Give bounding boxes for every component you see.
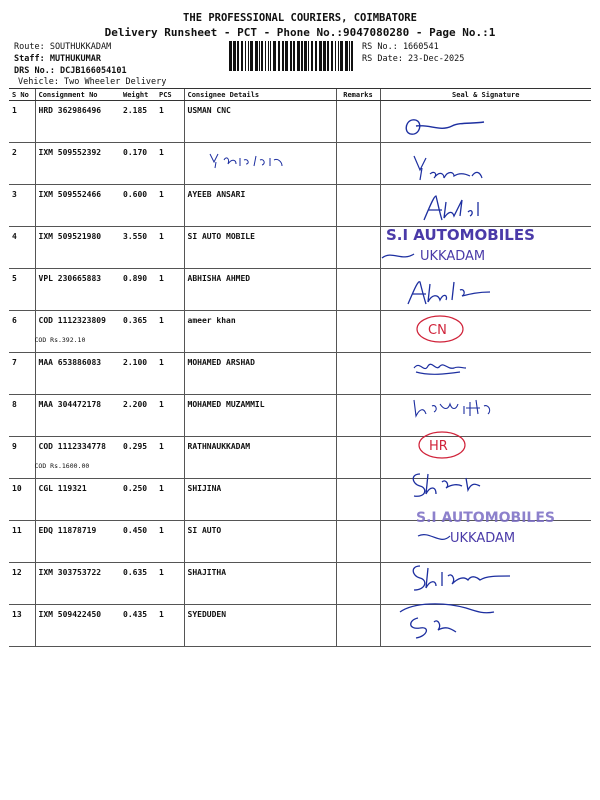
cell-remarks [336, 521, 380, 563]
cell-remarks [336, 227, 380, 269]
cell-consignee-text: SYEDUDEN [187, 610, 227, 619]
cell-consignee [184, 185, 336, 227]
cell-sno-text: 7 [12, 358, 17, 367]
cell-pcs-text: 1 [159, 400, 164, 409]
cell-sno [9, 227, 35, 269]
cell-pcs-text: 1 [159, 148, 164, 157]
cell-pcs-text: 1 [159, 526, 164, 535]
signature-row-8 [410, 392, 500, 422]
cell-consignee [184, 353, 336, 395]
cell-pcs-text: 1 [159, 232, 164, 241]
cell-consignment-no [35, 395, 120, 437]
cell-weight [120, 185, 156, 227]
cell-pcs-text: 1 [159, 610, 164, 619]
cell-remarks [336, 563, 380, 605]
cell-pcs [156, 269, 184, 311]
cell-sno-text: 9 [12, 442, 17, 451]
cell-consignee-text: SHAJITHA [187, 568, 227, 577]
cell-sno [9, 101, 35, 143]
stamp-row-4 [378, 224, 548, 268]
cell-consignment-no-text: IXM 509552466 [38, 190, 102, 199]
cell-pcs-text: 1 [159, 442, 164, 451]
cell-weight-text: 2.185 [123, 106, 148, 115]
stamp-row-11 [410, 506, 570, 550]
cell-pcs [156, 311, 184, 353]
cell-pcs-text: 1 [159, 316, 164, 325]
cell-pcs [156, 437, 184, 479]
cell-sno [9, 311, 35, 353]
cell-remarks [336, 101, 380, 143]
signature-row-2 [410, 152, 490, 186]
cell-consignee-text: ABHISHA AHMED [187, 274, 251, 283]
table-header-row [9, 89, 591, 101]
table-row [9, 143, 591, 185]
cell-remarks [336, 437, 380, 479]
cell-consignee [184, 269, 336, 311]
cell-consignment-no-text: IXM 303753722 [38, 568, 102, 577]
cell-consignee [184, 311, 336, 353]
cell-weight-text: 0.365 [123, 316, 148, 325]
cell-sno-text: 11 [12, 526, 22, 535]
cell-weight [120, 437, 156, 479]
cell-sno-text: 2 [12, 148, 17, 157]
cell-pcs [156, 101, 184, 143]
cell-pcs [156, 521, 184, 563]
cell-consignee [184, 227, 336, 269]
cell-sno [9, 437, 35, 479]
stamp-row-6-initials: CN [428, 323, 447, 338]
cell-remarks [336, 143, 380, 185]
cell-pcs-text: 1 [159, 106, 164, 115]
cell-sno [9, 605, 35, 647]
cell-consignment-no-text: CGL 119321 [38, 484, 87, 493]
runsheet-title: Delivery Runsheet - PCT - Phone No.:9047080280 - Page No.:1 [104, 26, 496, 39]
cell-consignee [184, 395, 336, 437]
barcode-image [229, 41, 356, 71]
drs-number: DRS No.: DCJB166054101 [14, 66, 127, 76]
cell-remarks [336, 269, 380, 311]
cell-sno-text: 13 [12, 610, 22, 619]
cell-pcs-text: 1 [159, 568, 164, 577]
cell-weight [120, 269, 156, 311]
cell-weight [120, 521, 156, 563]
col-header-consignee: Consignee Details [184, 89, 336, 101]
cell-weight-text: 2.100 [123, 358, 148, 367]
cell-sno [9, 143, 35, 185]
cell-pcs-text: 1 [159, 484, 164, 493]
table-row [9, 353, 591, 395]
cell-consignee [184, 521, 336, 563]
cell-consignment-no [35, 521, 120, 563]
cell-weight-text: 3.550 [123, 232, 148, 241]
cell-consignment-no-text: VPL 230665883 [38, 274, 102, 283]
signature-row-10 [406, 468, 486, 502]
cell-weight-text: 0.435 [123, 610, 148, 619]
table-row [9, 101, 591, 143]
cell-sno [9, 563, 35, 605]
table-row [9, 311, 591, 353]
cell-weight [120, 311, 156, 353]
signature-row-3 [420, 192, 490, 226]
cell-consignee-text: USMAN CNC [187, 106, 231, 115]
cell-weight [120, 353, 156, 395]
cell-consignee-text: RATHNAUKKADAM [187, 442, 251, 451]
table-row [9, 395, 591, 437]
table-row [9, 185, 591, 227]
cell-signature [380, 311, 591, 353]
stamp-row-4-line2: UKKADAM [420, 249, 486, 264]
cell-weight-text: 2.200 [123, 400, 148, 409]
cell-consignment-no [35, 269, 120, 311]
cell-weight [120, 101, 156, 143]
cell-consignment-no-text: IXM 509552392 [38, 148, 102, 157]
col-header-consignment: Consignment No [35, 89, 120, 101]
route-label: Route: SOUTHUKKADAM [14, 42, 112, 52]
col-header-remarks: Remarks [336, 89, 380, 101]
cell-consignee-text: MOHAMED MUZAMMIL [187, 400, 265, 409]
cell-sno [9, 185, 35, 227]
cell-consignment-no-text: COD 1112334778 [38, 442, 106, 451]
cod-amount: COD Rs.1600.00 [34, 462, 90, 470]
cell-pcs [156, 227, 184, 269]
cell-weight [120, 605, 156, 647]
vehicle-label: Vehicle: Two Wheeler Delivery [18, 77, 167, 87]
signature-row-2-consignee [206, 150, 296, 172]
cell-sno [9, 521, 35, 563]
cell-weight-text: 0.635 [123, 568, 148, 577]
cell-remarks [336, 479, 380, 521]
cell-sno-text: 6 [12, 316, 17, 325]
cell-remarks [336, 311, 380, 353]
signature-row-7 [410, 356, 470, 378]
cell-consignment-no [35, 605, 120, 647]
cell-weight [120, 227, 156, 269]
cell-consignee-text: SHIJINA [187, 484, 222, 493]
cell-consignment-no-text: MAA 304472178 [38, 400, 102, 409]
cell-weight [120, 563, 156, 605]
cell-consignee [184, 605, 336, 647]
cell-consignment-no [35, 311, 120, 353]
cell-weight [120, 479, 156, 521]
cell-consignee-text: SI AUTO MOBILE [187, 232, 255, 241]
cell-remarks [336, 395, 380, 437]
cell-pcs [156, 479, 184, 521]
staff-label: Staff: MUTHUKUMAR [14, 54, 101, 64]
table-row [9, 437, 591, 479]
cell-weight-text: 0.450 [123, 526, 148, 535]
cell-pcs-text: 1 [159, 274, 164, 283]
cell-consignment-no-text: IXM 509422450 [38, 610, 102, 619]
cell-sno-text: 3 [12, 190, 17, 199]
cell-consignment-no [35, 143, 120, 185]
cell-consignment-no [35, 353, 120, 395]
cell-consignment-no [35, 563, 120, 605]
col-header-signature: Seal & Signature [380, 89, 591, 101]
signature-row-5 [404, 276, 494, 310]
rs-number: RS No.: 1660541 [362, 42, 439, 52]
signature-row-12 [406, 562, 516, 596]
cell-pcs [156, 605, 184, 647]
cell-consignment-no [35, 101, 120, 143]
cell-consignee [184, 437, 336, 479]
cell-sno [9, 353, 35, 395]
cell-sno-text: 4 [12, 232, 17, 241]
stamp-row-9-initials: HR [429, 439, 448, 454]
cod-amount: COD Rs.392.10 [34, 336, 86, 344]
cell-consignment-no-text: EDQ 11878719 [38, 526, 97, 535]
cell-consignment-no [35, 479, 120, 521]
cell-consignee [184, 101, 336, 143]
cell-sno-text: 10 [12, 484, 22, 493]
cell-remarks [336, 185, 380, 227]
cell-consignment-no-text: COD 1112323809 [38, 316, 106, 325]
cell-weight-text: 0.890 [123, 274, 148, 283]
cell-consignee [184, 563, 336, 605]
cell-consignee-text: SI AUTO [187, 526, 222, 535]
cell-sno [9, 479, 35, 521]
cell-pcs-text: 1 [159, 190, 164, 199]
cell-consignment-no-text: MAA 653886083 [38, 358, 102, 367]
cell-weight-text: 0.250 [123, 484, 148, 493]
cell-weight-text: 0.295 [123, 442, 148, 451]
signature-row-13 [394, 598, 504, 642]
cell-sno [9, 395, 35, 437]
signature-row-1 [400, 112, 490, 142]
stamp-row-9 [416, 428, 468, 462]
stamp-row-11-line2: UKKADAM [450, 531, 516, 546]
company-title: THE PROFESSIONAL COURIERS, COIMBATORE [183, 12, 417, 24]
cell-remarks [336, 353, 380, 395]
rs-date: RS Date: 23-Dec-2025 [362, 54, 465, 64]
cell-weight [120, 395, 156, 437]
cell-consignee [184, 479, 336, 521]
cell-consignee-text: AYEEB ANSARI [187, 190, 246, 199]
cell-remarks [336, 605, 380, 647]
cell-pcs [156, 185, 184, 227]
cell-consignment-no-text: HRD 362986496 [38, 106, 102, 115]
col-header-pcs: PCS [156, 89, 184, 101]
cell-consignment-no-text: IXM 509521980 [38, 232, 102, 241]
cell-pcs [156, 353, 184, 395]
cell-weight-text: 0.600 [123, 190, 148, 199]
cell-pcs [156, 143, 184, 185]
cell-consignee-text: MOHAMED ARSHAD [187, 358, 255, 367]
cell-weight-text: 0.170 [123, 148, 148, 157]
cell-sno-text: 1 [12, 106, 17, 115]
cell-consignment-no [35, 227, 120, 269]
cell-consignment-no [35, 185, 120, 227]
cell-pcs [156, 395, 184, 437]
cell-consignee-text: ameer khan [187, 316, 236, 325]
table-row [9, 269, 591, 311]
cell-sno-text: 5 [12, 274, 17, 283]
col-header-weight: Weight [120, 89, 156, 101]
stamp-row-6 [414, 312, 466, 346]
col-header-sno: S No [9, 89, 35, 101]
cell-sno-text: 8 [12, 400, 17, 409]
cell-consignment-no [35, 437, 120, 479]
cell-weight [120, 143, 156, 185]
cell-pcs [156, 563, 184, 605]
cell-sno-text: 12 [12, 568, 22, 577]
cell-pcs-text: 1 [159, 358, 164, 367]
stamp-row-11-line1: S.I AUTOMOBILES [416, 510, 555, 526]
cell-sno [9, 269, 35, 311]
stamp-row-4-line1: S.I AUTOMOBILES [386, 226, 535, 244]
